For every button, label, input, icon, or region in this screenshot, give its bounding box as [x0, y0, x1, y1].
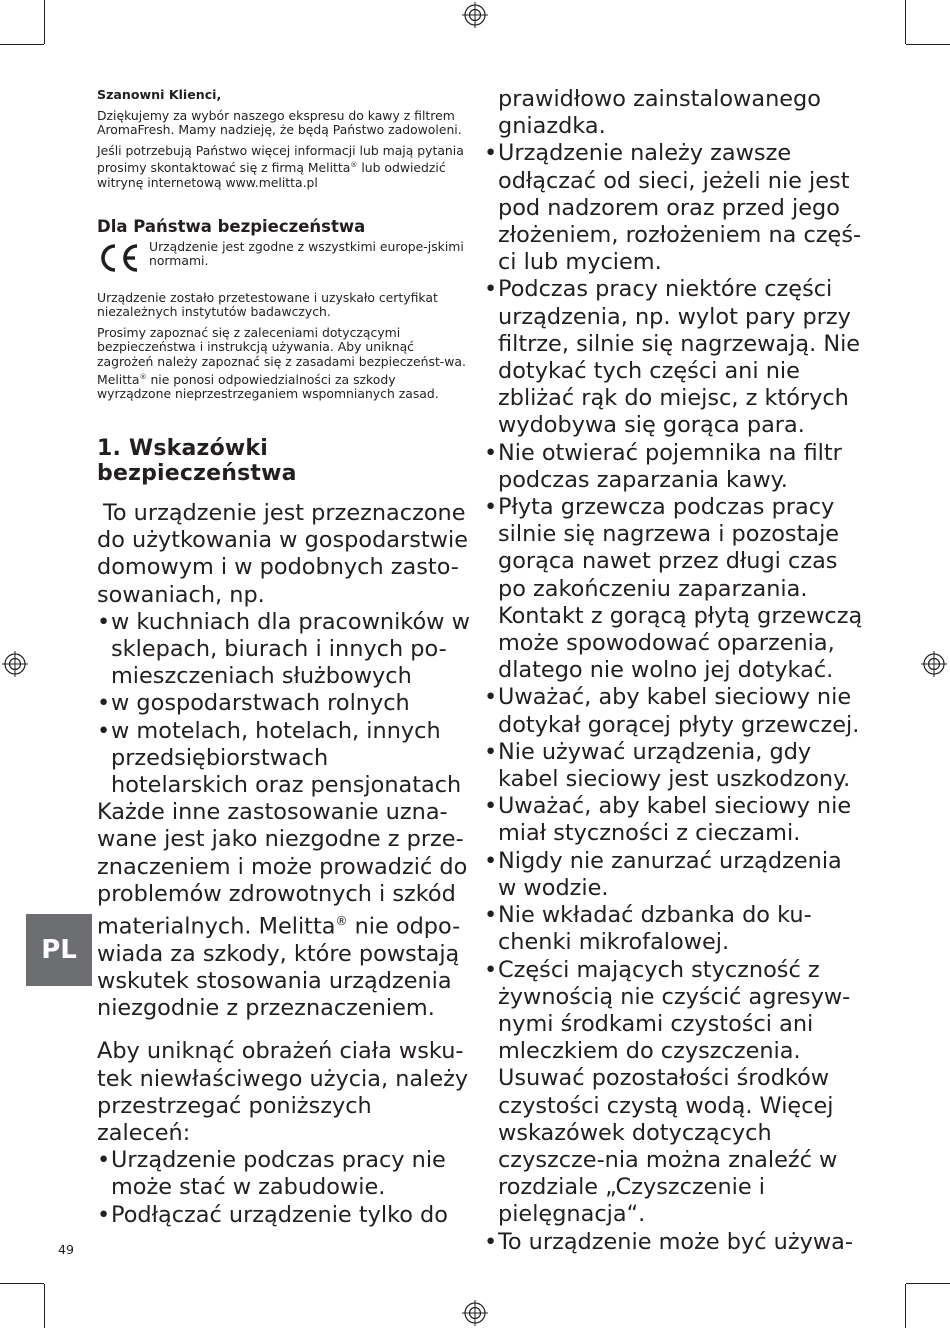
rule-continuation: prawidłowo zainstalowanego gniazdka.: [498, 86, 821, 140]
list-item: • w gospodarstwach rolnych: [97, 690, 472, 717]
crop-mark: [905, 1284, 906, 1328]
greeting: Szanowni Klienci,: [97, 87, 222, 102]
registration-mark-icon: [462, 2, 488, 28]
list-item: • Uważać, aby kabel sieciowy nie miał styczności z cieczami.: [484, 793, 864, 847]
registration-mark-icon: [462, 1300, 488, 1326]
crop-mark: [44, 1284, 45, 1328]
intro-contact: Jeśli potrzebują Państwo więcej informacji lub mają pytania prosimy skontaktować się z firmą Melitta® lub odwiedzić witrynę internetową www.melitta.pl: [97, 142, 464, 191]
crop-mark: [44, 0, 45, 44]
rules-list-right: [484, 140, 864, 1255]
list-item: • To urządzenie może być używa-: [484, 1229, 864, 1256]
intended-use-text: To urządzenie jest przeznaczone do użytkowania w gospodarstwie domowym i w podobnych zasto-sowaniach, np.: [97, 499, 468, 608]
list-item: • Urządzenie podczas pracy nie może stać w zabudowie.: [97, 1147, 472, 1201]
list-item: • Nie używać urządzenia, gdy kabel sieciowy jest uszkodzony.: [484, 739, 864, 793]
registration-mark-icon: [921, 651, 947, 677]
left-column: [97, 88, 472, 1229]
ce-text: Urządzenie jest zgodne z wszystkimi europe-jskimi normami.: [149, 238, 464, 269]
crop-mark: [906, 44, 950, 45]
list-item: • Nigdy nie zanurzać urządzenia w wodzie.: [484, 848, 864, 902]
intro-thanks: Dziękujemy za wybór naszego ekspresu do kawy z filtrem AromaFresh. Mamy nadzieję, że będą Państwo zadowoleni.: [97, 107, 462, 138]
tested-text: Urządzenie zostało przetestowane i uzyskało certyfikat niezależnych instytutów badawczych.: [97, 289, 438, 320]
language-tab: PL: [26, 914, 92, 986]
section-heading: 1. Wskazówki bezpieczeństwa: [97, 435, 297, 486]
crop-mark: [0, 1283, 44, 1284]
list-item: • Części mających styczność z żywnością nie czyścić agresyw-nymi środkami czystości ani mleczkiem do czyszczenia. Usuwać pozostałości środków czystości czystą wodą. Więcej wskazówek dotyczących czyszcze-nia można znaleźć w rozdziale „Czyszczenie i pielęgnacja“.: [484, 957, 864, 1229]
page-number: 49: [58, 1242, 75, 1257]
list-item: • Urządzenie należy zawsze odłączać od sieci, jeżeli nie jest pod nadzorem oraz przed jego złożeniem, rozłożeniem na częś-ci lub myciem.: [484, 140, 864, 276]
registered-mark: ®: [350, 161, 358, 170]
ce-mark-icon: [97, 241, 141, 275]
registered-mark: ®: [335, 914, 348, 929]
rules-list-left: [97, 1147, 472, 1229]
ce-conformity: [97, 240, 472, 275]
list-item: • Uważać, aby kabel sieciowy nie dotykał gorącej płyty grzewczej.: [484, 684, 864, 738]
list-item: • Płyta grzewcza podczas pracy silnie się nagrzewa i pozostaje gorąca nawet przez długi czas po zakończeniu zaparzania. Kontakt z gorącą płytą grzewczą może spowodować oparzenia, dlatego nie wolno jej dotykać.: [484, 494, 864, 684]
registered-mark: ®: [139, 372, 147, 381]
list-item: • Podłączać urządzenie tylko do: [97, 1202, 472, 1229]
misuse-text: Każde inne zastosowanie uzna-wane jest jako niezgodne z prze-znaczeniem i może prowadzić do problemów zdrowotnych i szkód materialnych. Melitta® nie odpo-wiada za szkody, które powstają wskutek stosowania urządzenia niezgodnie z przeznaczeniem.: [97, 799, 468, 1022]
avoid-injury-text: Aby uniknąć obrażeń ciała wsku-tek niewłaściwego użycia, należy przestrzegać poniższych zaleceń:: [97, 1038, 469, 1146]
list-item: • Nie otwierać pojemnika na filtr podczas zaparzania kawy.: [484, 440, 864, 494]
safety-heading: Dla Państwa bezpieczeństwa: [97, 216, 366, 236]
crop-mark: [905, 0, 906, 44]
list-item: • w motelach, hotelach, innych przedsiębiorstwach hotelarskich oraz pensjonatach: [97, 718, 472, 800]
right-column: [484, 86, 864, 1256]
list-item: • w kuchniach dla pracowników w sklepach, biurach i innych po-mieszczeniach służbowych: [97, 609, 472, 691]
list-item: • Nie wkładać dzbanka do ku-chenki mikrofalowej.: [484, 902, 864, 956]
list-item: • Podczas pracy niektóre części urządzenia, np. wylot pary przy filtrze, silnie się nagrzewają. Nie dotykać tych części ani nie zbliżać rąk do miejsc, z których wydobywa się gorąca para.: [484, 276, 864, 439]
crop-mark: [906, 1283, 950, 1284]
registration-mark-icon: [2, 651, 28, 677]
uses-list: [97, 609, 472, 799]
safety-rules-text: Prosimy zapoznać się z zaleceniami dotyczącymi bezpieczeństwa i instrukcją używania. Aby uniknąć zagrożeń należy zapoznać się z zasadami bezpieczeńst-wa. Melitta® nie ponosi odpowiedzialności za szkody wyrządzone nieprzestrzeganiem wspomnianych zasad.: [97, 324, 466, 402]
crop-mark: [0, 44, 44, 45]
